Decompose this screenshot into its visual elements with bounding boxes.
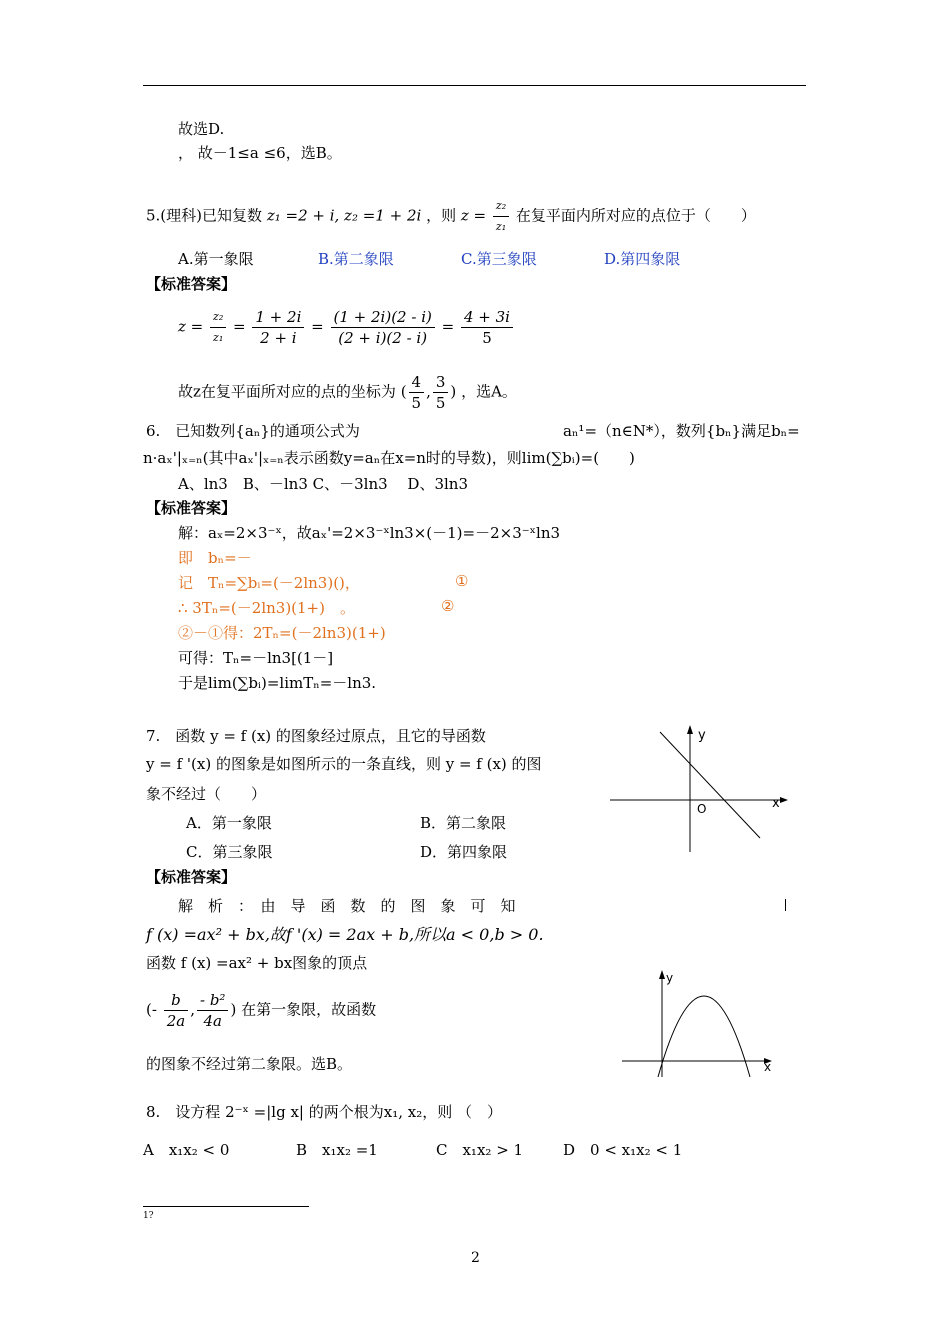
question-8: 8. 设方程 2⁻ˣ =|lg x| 的两个根为x₁, x₂，则 （ ） bbox=[146, 1103, 502, 1121]
question-6-line1b: aₙ¹=（n∈N*），数列{bₙ}满足bₙ= bbox=[563, 422, 800, 440]
solution-line: 的图象不经过第二象限。选B。 bbox=[146, 1055, 353, 1073]
equation-marker: ② bbox=[441, 597, 455, 615]
question-6-options: A、ln3 B、－ln3 C、－3ln3 D、3ln3 bbox=[178, 475, 468, 493]
solution-line: 记 Tₙ=∑bᵢ=(－2ln3)()， bbox=[178, 574, 360, 592]
solution-line: 函数 f (x) =ax² + bx图象的顶点 bbox=[146, 954, 368, 972]
question-6-line1: 6. 已知数列{aₙ}的通项公式为 bbox=[146, 422, 360, 440]
text-line: ， 故－1≤a ≤6，选B。 bbox=[178, 144, 342, 162]
solution-line: ②－①得：2Tₙ=(－2ln3)(1+) bbox=[178, 624, 386, 642]
footnote: 1? bbox=[143, 1211, 154, 1221]
origin-label: O bbox=[697, 802, 707, 816]
question-7-line3: 象不经过（ ） bbox=[146, 785, 267, 803]
text-line: 故选D. bbox=[178, 120, 225, 138]
option-c: C x₁x₂ > 1 bbox=[436, 1141, 524, 1159]
x-label: x bbox=[764, 1060, 772, 1074]
option-c: C.第三象限 bbox=[461, 250, 537, 268]
standard-answer-heading: 【标准答案】 bbox=[146, 275, 237, 293]
page-number: 2 bbox=[471, 1250, 480, 1266]
header-rule bbox=[143, 85, 806, 86]
standard-answer-heading: 【标准答案】 bbox=[146, 499, 237, 517]
solution-line: 即 bₙ=－ bbox=[178, 549, 252, 567]
stray-mark bbox=[785, 899, 787, 911]
option-c: C．第三象限 bbox=[186, 843, 273, 861]
option-b: B x₁x₂ =1 bbox=[296, 1141, 378, 1159]
question-7-line2: y = f '(x) 的图象是如图所示的一条直线，则 y = f (x) 的图 bbox=[146, 755, 542, 773]
footnote-rule bbox=[143, 1206, 309, 1207]
solution-line: 解 析 ： 由 导 函 数 的 图 象 可 知 bbox=[178, 897, 516, 915]
solution-line: ∴ 3Tₙ=(－2ln3)(1+) 。 bbox=[178, 599, 355, 617]
vertex-line: (- $\frac{b}{2a}$ , $\frac{\text{- b²}}{4a}$ ) 在第一象限，故函数 bbox=[146, 991, 377, 1030]
solution-line: f (x) =ax² + bx,故f '(x) = 2ax + b,所以a < 0,b > 0. bbox=[146, 925, 544, 944]
option-b: B.第二象限 bbox=[318, 250, 394, 268]
x-label: x bbox=[772, 796, 780, 811]
solution-line: 可得：Tₙ=－ln3[(1－] bbox=[178, 649, 334, 667]
question-7-line1: 7. 函数 y = f (x) 的图象经过原点，且它的导函数 bbox=[146, 727, 486, 745]
y-axis-arrow bbox=[687, 725, 693, 734]
derivative-graph bbox=[604, 720, 794, 855]
equation-marker: ① bbox=[455, 572, 469, 590]
question-6-line2: n·aₓ'|ₓ₌ₙ(其中aₓ'|ₓ₌ₙ表示函数y=aₙ在x=n时的导数)，则lim(∑bᵢ)=( ) bbox=[143, 449, 635, 467]
fraction: $\frac{\text{z₂}}{\text{z₁}}$ bbox=[493, 196, 509, 237]
option-a: A.第一象限 bbox=[178, 250, 254, 268]
y-label: y bbox=[698, 728, 706, 743]
derivative-line bbox=[660, 732, 760, 838]
q5-solution-equation: z = $\frac{\text{z₂}}{\text{z₁}}$ = $\frac{1 + 2i}{2 + i}$ = $\frac{(1 + 2i)(2 - i)}{(2 + i)(2 - i)}$ = $\frac{4 + 3i}{5}$ bbox=[178, 307, 515, 348]
x-axis-arrow bbox=[780, 797, 788, 803]
question-5: 5.(理科)已知复数 z₁ =2 + i, z₂ =1 + 2i ，则 z = $\frac{\text{z₂}}{\text{z₁}}$ 在复平面内所对应的点位于（ ） bbox=[146, 196, 756, 237]
option-d: D.第四象限 bbox=[604, 250, 681, 268]
option-a: A x₁x₂ < 0 bbox=[143, 1141, 230, 1159]
option-b: B．第二象限 bbox=[420, 814, 507, 832]
option-a: A．第一象限 bbox=[186, 814, 272, 832]
y-axis-arrow bbox=[659, 970, 665, 979]
y-label: y bbox=[666, 971, 674, 985]
solution-line: 解：aₓ=2×3⁻ˣ，故aₓ'=2×3⁻ˣln3×(－1)=－2×3⁻ˣln3 bbox=[178, 524, 561, 542]
parabola-graph bbox=[618, 965, 783, 1080]
q5-solution-point: 故z在复平面所对应的点的坐标为 ( $\frac{4}{5}$ , $\frac{3}{5}$ ) ，选A。 bbox=[178, 373, 517, 412]
standard-answer-heading: 【标准答案】 bbox=[146, 868, 237, 886]
parabola-curve bbox=[658, 996, 750, 1077]
option-d: D 0 < x₁x₂ < 1 bbox=[563, 1141, 683, 1159]
option-d: D．第四象限 bbox=[420, 843, 508, 861]
solution-line: 于是lim(∑bᵢ)=limTₙ=－ln3. bbox=[178, 674, 377, 692]
